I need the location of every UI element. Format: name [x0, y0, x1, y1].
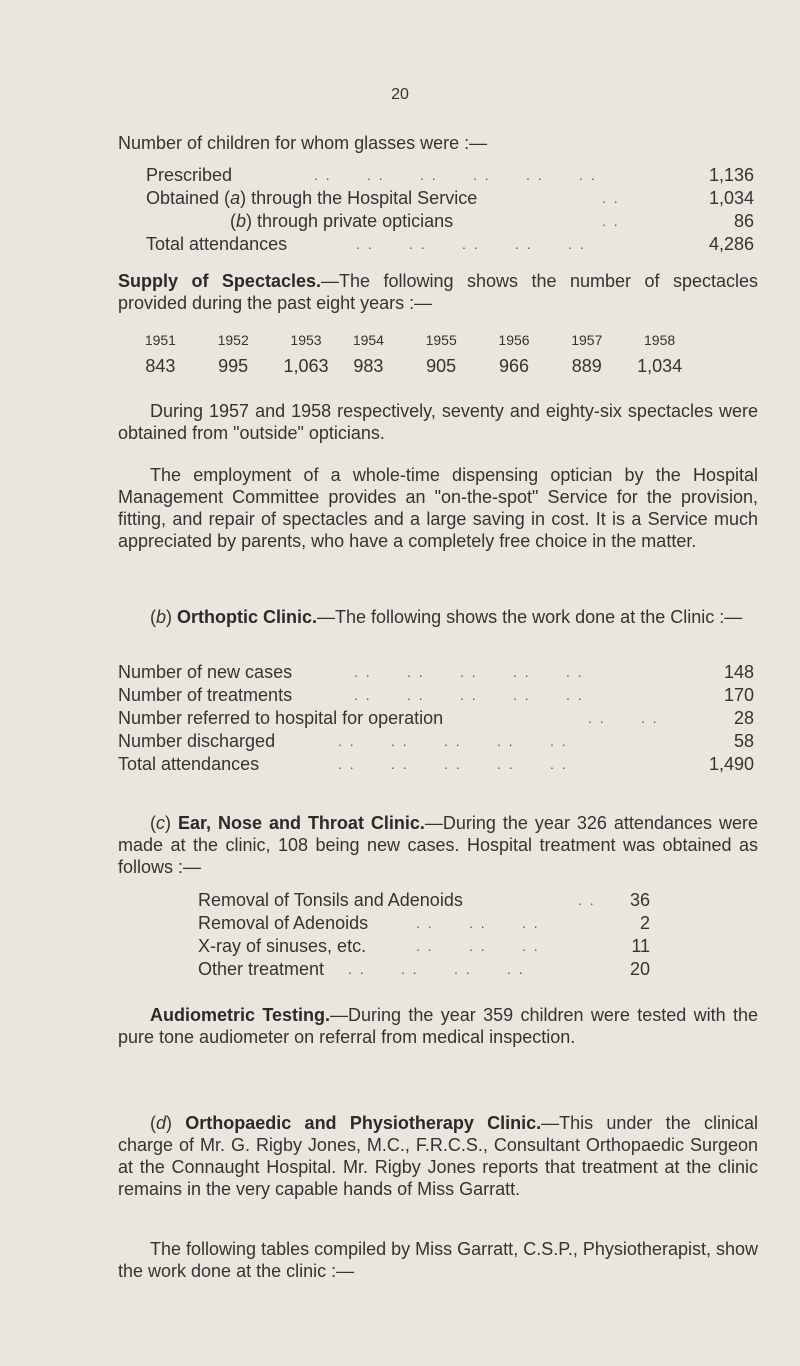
leader-dots: . . . . . . . . . . — [354, 664, 584, 680]
label-prefix: Obtained ( — [146, 188, 231, 208]
row-label — [230, 210, 453, 232]
row-value: 148 — [723, 662, 754, 682]
page-number: 20 — [391, 86, 409, 103]
orthopaedic-text: —This under the clinical charge of Mr. G. Rigby Jones, M.C., F.R.C.S., Consultant Orthopaedic Surgeon at the Connaught Hospital. Mr. Rigby Jones reports that treatment at the clinic remains in the very capable hands of Miss Garratt. — [118, 1113, 758, 1199]
spectacles-text: —The following shows the number of spectacles provided during the past eight years :— — [118, 271, 758, 313]
year: 1957 — [571, 332, 603, 348]
row-label: Number referred to hospital for operation — [118, 708, 444, 728]
count: 905 — [426, 356, 457, 376]
row-label: Prescribed — [146, 165, 233, 185]
row-value: 2 — [639, 913, 650, 933]
count: 966 — [498, 356, 530, 376]
leader-dots: . . . . . . . . . . — [338, 733, 568, 749]
leader-dots: . . — [602, 213, 620, 229]
ent-text: —During the year 326 attendances were made at the clinic, 108 being new cases. Hospital treatment was obtained as follows :— — [118, 813, 758, 877]
row-value: 4,286 — [708, 234, 754, 254]
spectacles-paragraph — [118, 270, 758, 314]
orthoptic-letter: b — [156, 607, 167, 627]
ent-heading: Ear, Nose and Throat Clinic. — [177, 813, 425, 833]
orthoptic-text: —The following shows the work done at the Clinic :— — [317, 607, 743, 627]
year: 1958 — [644, 332, 676, 348]
spectacles-para1: During 1957 and 1958 respectively, seventy and eighty-six spectacles were obtained from "outside" opticians. — [118, 401, 758, 443]
year: 1956 — [498, 332, 530, 348]
leader-dots: . . — [578, 892, 596, 908]
leader-dots: . . . . . . . . . . . . — [314, 167, 597, 183]
label-letter: a — [230, 188, 241, 208]
row-label: Total attendances — [146, 234, 288, 254]
leader-dots: . . . . . . . . . . — [356, 236, 586, 252]
audiometric-heading: Audiometric Testing. — [150, 1005, 331, 1025]
row-value: 36 — [629, 890, 650, 910]
year: 1955 — [425, 332, 457, 348]
leader-dots: . . . . — [588, 710, 659, 726]
spectacles-heading: Supply of Spectacles. — [118, 271, 321, 291]
ent-paragraph: (c) Ear, Nose and Throat Clinic.—During the year 326 attendances were made at the clinic, 108 being new cases. Hospital treatment was obtained as follows :— — [118, 813, 758, 877]
year: 1951 — [144, 332, 176, 348]
row-label: Number discharged — [118, 731, 276, 751]
leader-dots: . . . . . . — [416, 938, 540, 954]
row-label: X-ray of sinuses, etc. — [198, 936, 367, 956]
spectacles-para2: The employment of a whole-time dispensing optician by the Hospital Management Committee provides an "on-the-spot" Service for the provision, fitting, and repair of spectacles and a large saving in cost. It is a Service much appreciated by parents, who have a completely free choice in the matter. — [118, 465, 758, 551]
orthopaedic-paragraph: (d) Orthopaedic and Physiotherapy Clinic.—This under the clinical charge of Mr. G. Rigby Jones, M.C., F.R.C.S., Consultant Orthopaedic Surgeon at the Connaught Hospital. Mr. Rigby Jones reports that treatment at the clinic remains in the very capable hands of Miss Garratt. — [118, 1113, 758, 1199]
label-suffix: ) through the Hospital Service — [240, 188, 478, 208]
count: 1,063 — [283, 356, 329, 376]
row-value: 11 — [631, 936, 650, 956]
glasses-intro: Number of children for whom glasses were :— — [118, 133, 488, 153]
count: 1,034 — [637, 356, 683, 376]
label-prefix: ( — [230, 211, 236, 231]
row-value: 1,136 — [708, 165, 754, 185]
year: 1954 — [352, 332, 384, 348]
row-value: 1,034 — [708, 188, 754, 208]
row-value: 20 — [629, 959, 650, 979]
orthopaedic-para2: The following tables compiled by Miss Garratt, C.S.P., Physiotherapist, show the work done at the clinic :— — [118, 1239, 758, 1281]
row-label: Removal of Tonsils and Adenoids — [198, 890, 463, 910]
count: 983 — [353, 356, 384, 376]
row-value: 86 — [733, 211, 754, 231]
row-value: 1,490 — [708, 754, 754, 774]
audiometric-paragraph — [118, 1004, 758, 1048]
count: 995 — [218, 356, 249, 376]
row-value: 58 — [733, 731, 754, 751]
row-label: Removal of Adenoids — [198, 913, 369, 933]
leader-dots: . . . . . . . . . . — [354, 687, 584, 703]
row-value: 28 — [733, 708, 754, 728]
year: 1953 — [290, 332, 322, 348]
audiometric-text: —During the year 359 children were tested with the pure tone audiometer on referral from medical inspection. — [118, 1005, 758, 1047]
leader-dots: . . . . . . — [416, 915, 540, 931]
count: 843 — [145, 356, 176, 376]
row-label: Number of treatments — [118, 685, 293, 705]
label-suffix: ) through private opticians — [246, 211, 454, 231]
count: 889 — [571, 356, 602, 376]
orthoptic-heading: Orthoptic Clinic. — [177, 607, 318, 627]
row-label — [146, 187, 477, 209]
leader-dots: . . . . . . . . — [348, 961, 525, 977]
row-label: Total attendances — [118, 754, 260, 774]
orthoptic-paragraph: (b) Orthoptic Clinic.—The following shows the work done at the Clinic :— — [150, 607, 743, 627]
label-letter: b — [236, 211, 247, 231]
leader-dots: . . . . . . . . . . — [338, 756, 568, 772]
orthopaedic-heading: Orthopaedic and Physiotherapy Clinic. — [185, 1113, 542, 1133]
row-label: Other treatment — [198, 959, 325, 979]
leader-dots: . . — [602, 190, 620, 206]
year: 1952 — [217, 332, 249, 348]
orthopaedic-letter: d — [156, 1113, 167, 1133]
ent-letter: c — [156, 813, 165, 833]
row-label: Number of new cases — [118, 662, 293, 682]
row-value: 170 — [723, 685, 754, 705]
